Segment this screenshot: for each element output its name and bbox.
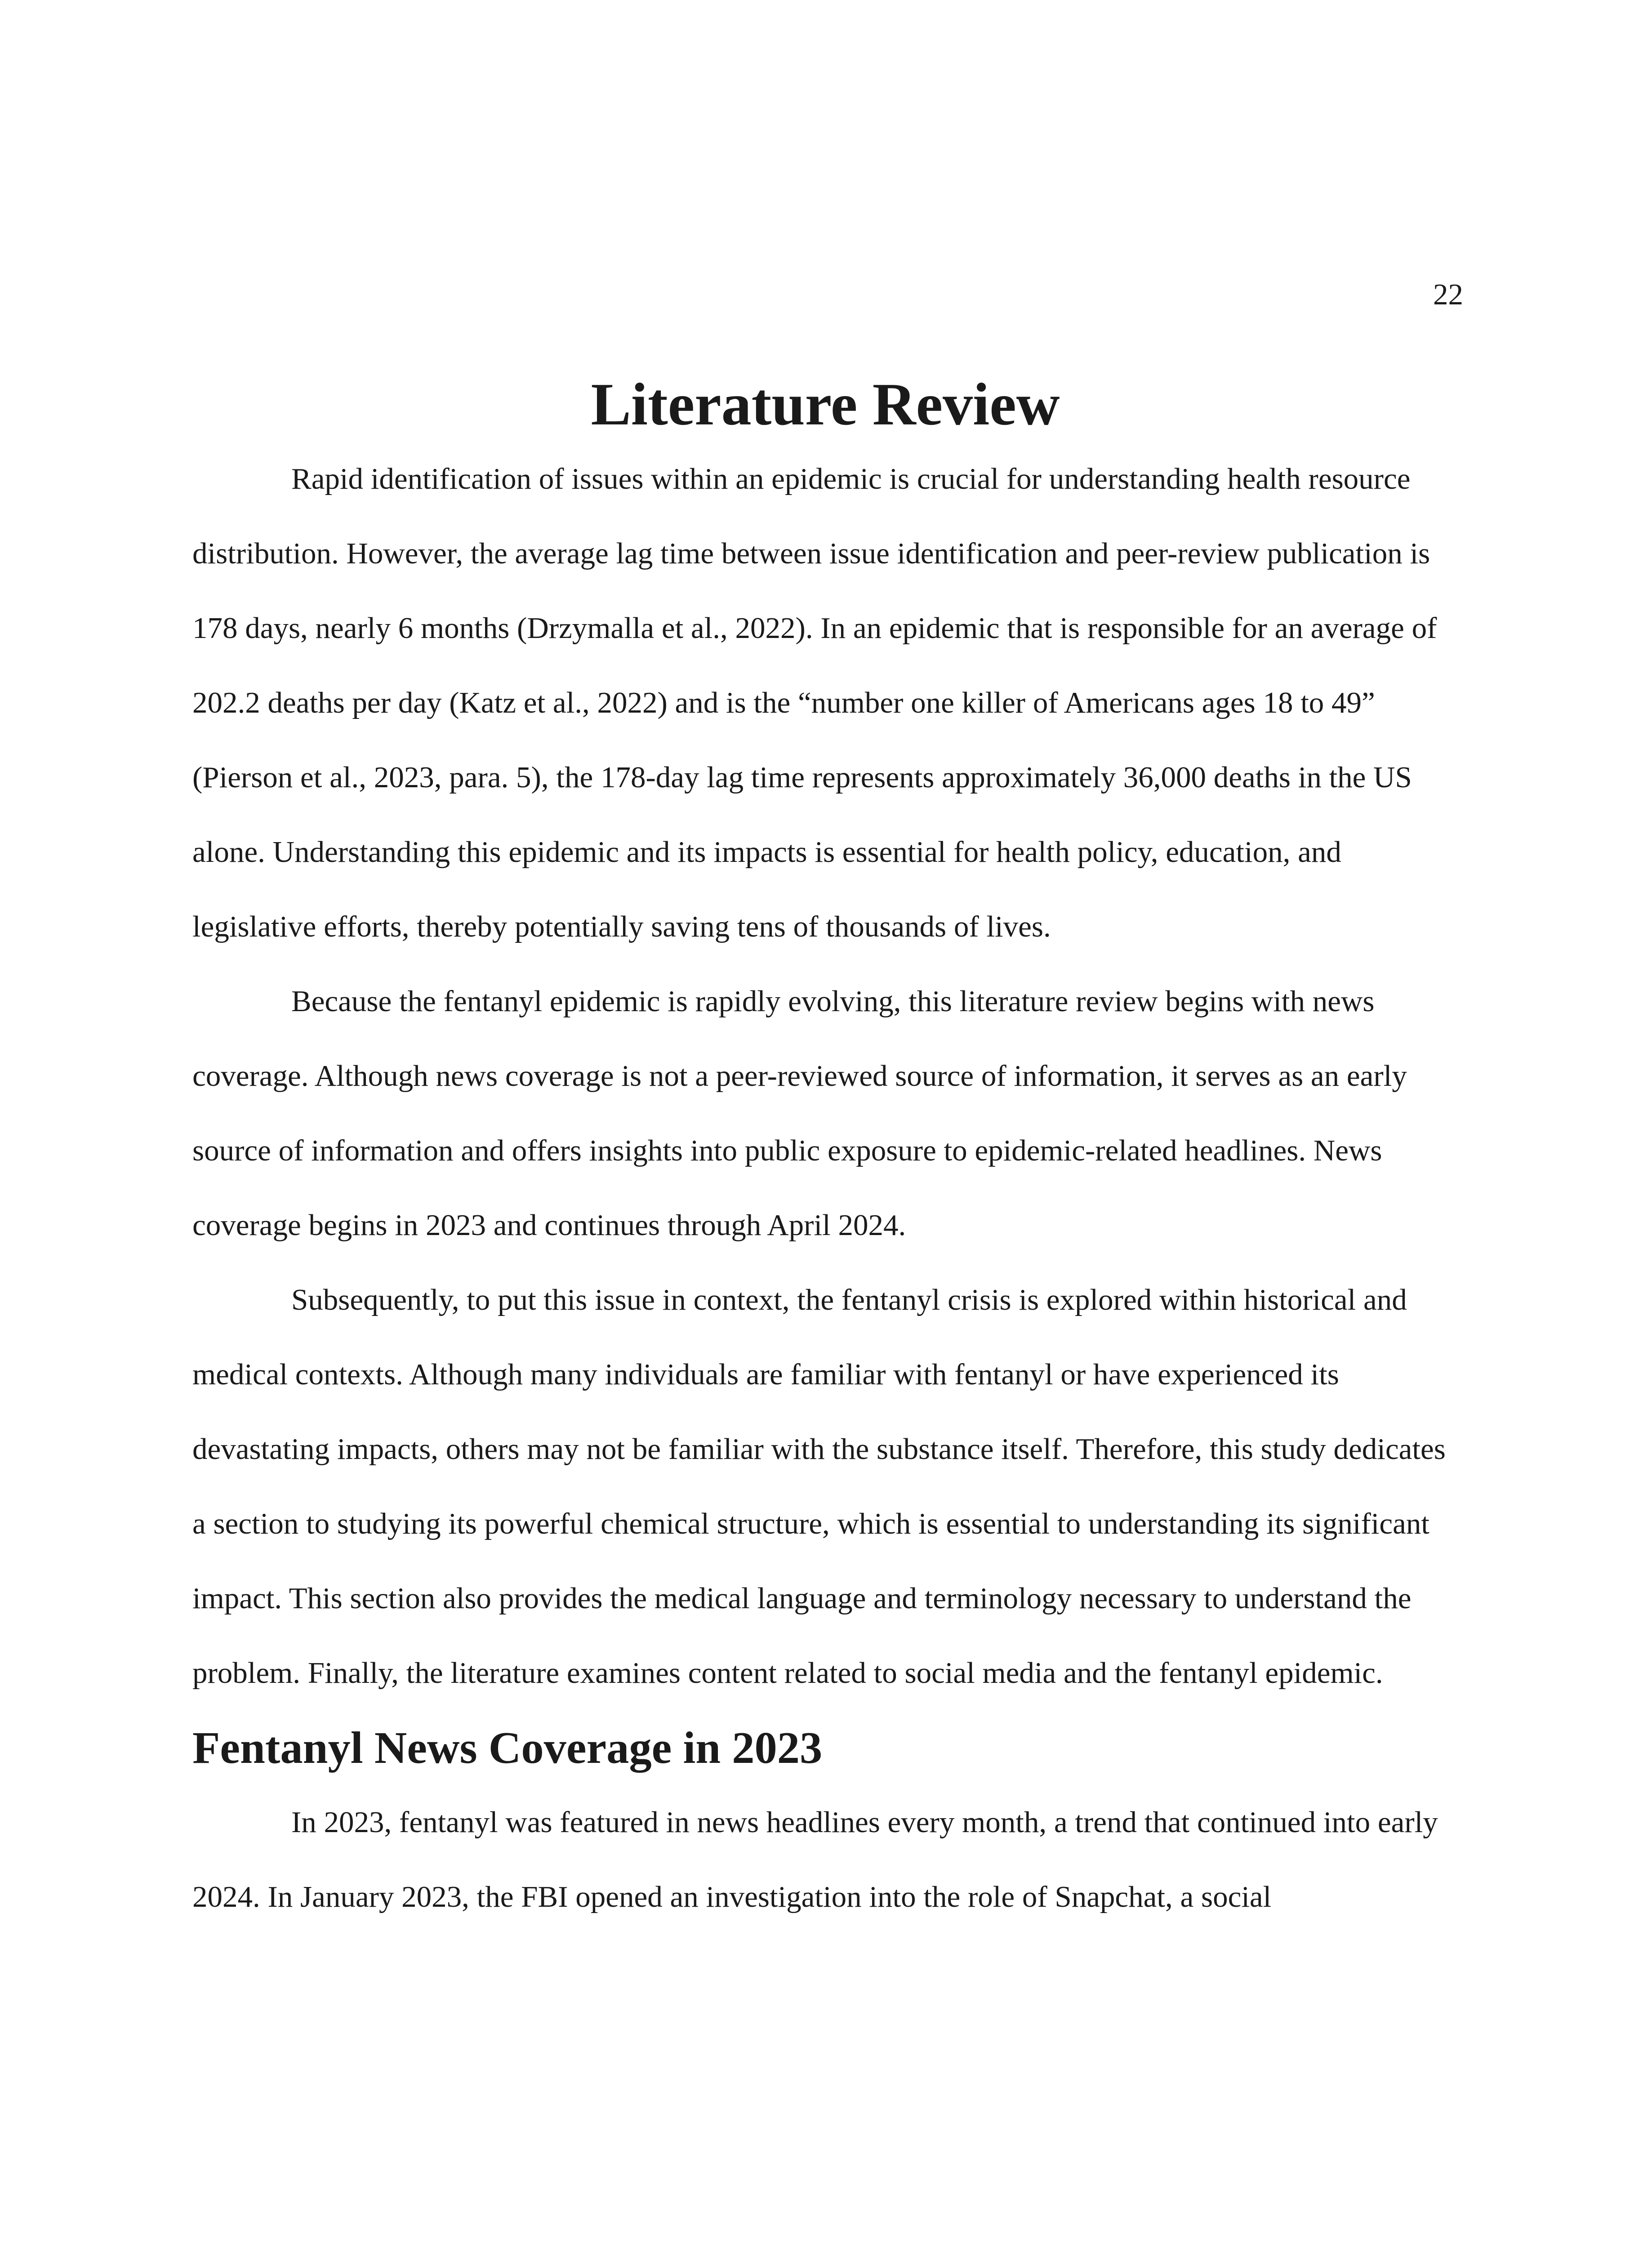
- section-title: Literature Review: [591, 371, 1060, 437]
- paragraph-news-1: In 2023, fentanyl was featured in news headlines every month, a trend that continued into early 2024. In January 2023, the FBI opened an investigation into the role of Snapchat, a social: [192, 1806, 1438, 1913]
- page-content: [192, 367, 1458, 1934]
- subsection-heading: Fentanyl News Coverage in 2023: [192, 1722, 823, 1773]
- page-number: 22: [1433, 278, 1463, 311]
- paragraph-intro-3: Subsequently, to put this issue in context, the fentanyl crisis is explored within historical and medical contexts. Although many individuals are familiar with fentanyl or have experienced its devastating impacts, others may not be familiar with the substance itself. Therefore, this study dedicates a section to studying its powerful chemical structure, which is essential to understanding its significant impact. This section also provides the medical language and terminology necessary to understand the problem. Finally, the literature examines content related to social media and the fentanyl epidemic.: [192, 1283, 1446, 1690]
- paragraph-intro-1: Rapid identification of issues within an epidemic is crucial for understanding health resource distribution. However, the average lag time between issue identification and peer-review publication is 178 days, nearly 6 months (Drzymalla et al., 2022). In an epidemic that is responsible for an average of 202.2 deaths per day (Katz et al., 2022) and is the “number one killer of Americans ages 18 to 49” (Pierson et al., 2023, para. 5), the 178-day lag time represents approximately 36,000 deaths in the US alone. Understanding this epidemic and its impacts is essential for health policy, education, and legislative efforts, thereby potentially saving tens of thousands of lives.: [192, 462, 1437, 943]
- paragraph-intro-2: Because the fentanyl epidemic is rapidly evolving, this literature review begins with news coverage. Although news coverage is not a peer-reviewed source of information, it serves as an early source of information and offers insights into public exposure to epidemic-related headlines. News coverage begins in 2023 and continues through April 2024.: [192, 985, 1407, 1242]
